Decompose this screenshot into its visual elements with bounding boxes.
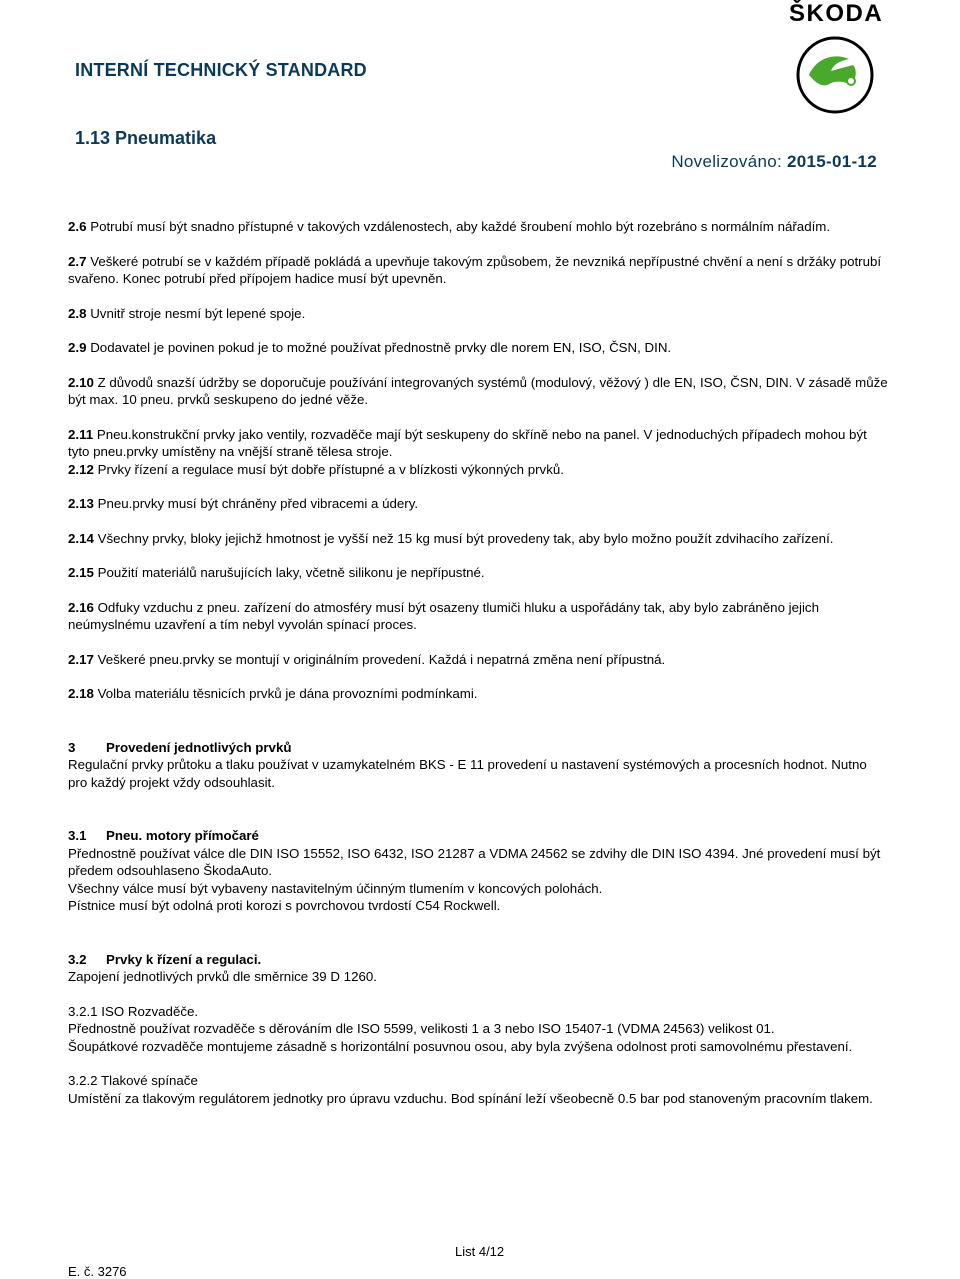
page-header — [0, 0, 960, 190]
paragraph-2-7 — [68, 253, 888, 288]
paragraph-number: 2.7 — [68, 253, 87, 269]
paragraph-2-10 — [68, 374, 888, 409]
paragraph-number: 2.6 — [68, 219, 87, 234]
section-title: Pneu. motory přímočaré — [106, 828, 259, 843]
revision-info — [671, 152, 877, 172]
paragraph-text: Všechny prvky, bloky jejichž hmotnost je vyšší než 15 kg musí být provedeny tak, aby bylo možno použít zdvihacího zařízení. — [97, 530, 834, 546]
paragraph-text: Použití materiálů narušujících laky, včetně silikonu je nepřípustné. — [97, 565, 485, 580]
paragraph-number: 2.12 — [68, 461, 94, 477]
revision-date: 2015-01-12 — [787, 152, 877, 171]
paragraph-number: 2.8 — [68, 305, 87, 321]
paragraph-number: 2.17 — [68, 651, 94, 667]
paragraph-2-16 — [68, 599, 888, 634]
document-title: INTERNÍ TECHNICKÝ STANDARD — [75, 60, 367, 80]
paragraph-text: Z důvodů snazší údržby se doporučuje používání integrovaných systémů (modulový, věžový ) dle EN, ISO, ČSN, DIN. V zásadě může být max. 10 pneu. prvků seskupeno do jedné věže. — [68, 374, 888, 407]
paragraph-text: Pneu.konstrukční prvky jako ventily, rozvaděče mají být seskupeny do skříně nebo na panel. V jednoduchých případech mohou být tyto pneu.prvky umístěny na vnější straně tělesa stroje. — [68, 426, 867, 459]
section-3-2-1-heading: 3.2.1 ISO Rozvaděče. — [68, 1003, 199, 1019]
paragraph-number: 2.13 — [68, 496, 94, 511]
paragraph-text: Veškeré pneu.prvky se montují v originálním provedení. Každá i nepatrná změna není přípustná. — [97, 651, 666, 667]
section-3-2-2-heading: 3.2.2 Tlakové spínače — [68, 1073, 198, 1088]
document-number: E. č. 3276 — [68, 1264, 127, 1279]
section-3-2-1-line: Šoupátkové rozvaděče montujeme zásadně s horizontální posuvnou osou, aby byla zvýšena odolnost proti samovolnému přestavení. — [68, 1038, 853, 1054]
paragraph-2-17 — [68, 651, 888, 669]
paragraph-number: 2.15 — [68, 565, 94, 580]
document-subtitle: 1.13 Pneumatika — [75, 128, 217, 148]
section-3-2-2-text: Umístění za tlakovým regulátorem jednotky pro úpravu vzduchu. Bod spínání leží všeobecně 0.5 bar pod stanoveným pracovním tlakem. — [68, 1090, 873, 1106]
section-3-1-line: Přednostně používat válce dle DIN ISO 15552, ISO 6432, ISO 21287 a VDMA 24562 se zdvihy dle DIN ISO 4394. Jné provedení musí být předem odsouhlaseno ŠkodaAuto. — [68, 845, 881, 878]
paragraph-number: 2.9 — [68, 340, 87, 355]
section-3-1-line: Všechny válce musí být vybaveny nastavitelným účinným tlumením v koncových polohách. — [68, 880, 603, 896]
page-footer — [0, 1240, 960, 1279]
paragraph-text: Uvnitř stroje nesmí být lepené spoje. — [90, 305, 306, 321]
section-3-2-heading — [68, 951, 888, 969]
page-number: List 4/12 — [455, 1244, 505, 1259]
paragraph-text: Odfuky vzduchu z pneu. zařízení do atmosféry musí být osazeny tlumiči hluku a uspořádány tak, aby bylo zabráněno jejich neúmyslnému uzavření a tím nebyl vyvolán spínací proces. — [68, 599, 819, 632]
paragraph-text: Pneu.prvky musí být chráněny před vibracemi a údery. — [97, 496, 419, 511]
paragraph-2-15 — [68, 564, 888, 582]
paragraph-number: 2.18 — [68, 686, 94, 701]
paragraph-2-12 — [68, 461, 888, 479]
section-3-heading — [68, 739, 888, 757]
paragraph-2-8 — [68, 305, 888, 323]
section-number: 3 — [68, 739, 76, 755]
paragraph-text: Volba materiálu těsnicích prvků je dána provozními podmínkami. — [97, 686, 478, 701]
skoda-logo-icon — [795, 35, 875, 115]
paragraph-text: Veškeré potrubí se v každém případě pokládá a upevňuje takovým způsobem, že nevzniká nepřípustné chvění a není s držáky potrubí svařeno. Konec potrubí před přípojem hadice musí být upevněn. — [68, 253, 882, 286]
section-3-text: Regulační prvky průtoku a tlaku používat v uzamykatelném BKS - E 11 provedení u nastavení systémových a procesních hodnot. Nutno pro každý projekt vždy odsouhlasit. — [68, 757, 867, 790]
paragraph-2-11 — [68, 426, 888, 461]
paragraph-number: 2.16 — [68, 599, 94, 615]
paragraph-text: Potrubí musí být snadno přístupné v takových vzdálenostech, aby každé šroubení mohlo být rozebráno s normálním nářadím. — [90, 219, 831, 234]
paragraph-text: Dodavatel je povinen pokud je to možné používat přednostně prvky dle norem EN, ISO, ČSN, DIN. — [90, 340, 672, 355]
paragraph-2-6 — [68, 218, 888, 236]
document-body — [68, 218, 888, 1107]
paragraph-number: 2.10 — [68, 374, 94, 390]
paragraph-2-9 — [68, 339, 888, 357]
paragraph-2-13 — [68, 495, 888, 513]
brand-wordmark: ŠKODA — [789, 0, 884, 27]
section-3-1-heading — [68, 827, 888, 845]
paragraph-2-18 — [68, 685, 888, 703]
paragraph-number: 2.11 — [68, 426, 94, 442]
section-title: Provedení jednotlivých prvků — [106, 739, 292, 755]
section-3-2-text: Zapojení jednotlivých prvků dle směrnice 39 D 1260. — [68, 969, 377, 984]
revision-label: Novelizováno: — [671, 152, 782, 171]
paragraph-text: Prvky řízení a regulace musí být dobře přístupné a v blízkosti výkonných prvků. — [97, 461, 564, 477]
paragraph-number: 2.14 — [68, 530, 94, 546]
section-number: 3.2 — [68, 951, 87, 967]
section-3-1-line: Pístnice musí být odolná proti korozi s povrchovou tvrdostí C54 Rockwell. — [68, 898, 501, 913]
paragraph-2-14 — [68, 530, 888, 548]
section-number: 3.1 — [68, 828, 87, 843]
section-3-2-1-line: Přednostně používat rozvaděče s děrováním dle ISO 5599, velikosti 1 a 3 nebo ISO 15407-1 (VDMA 24563) velikost 01. — [68, 1021, 775, 1036]
section-title: Prvky k řízení a regulaci. — [106, 951, 262, 967]
